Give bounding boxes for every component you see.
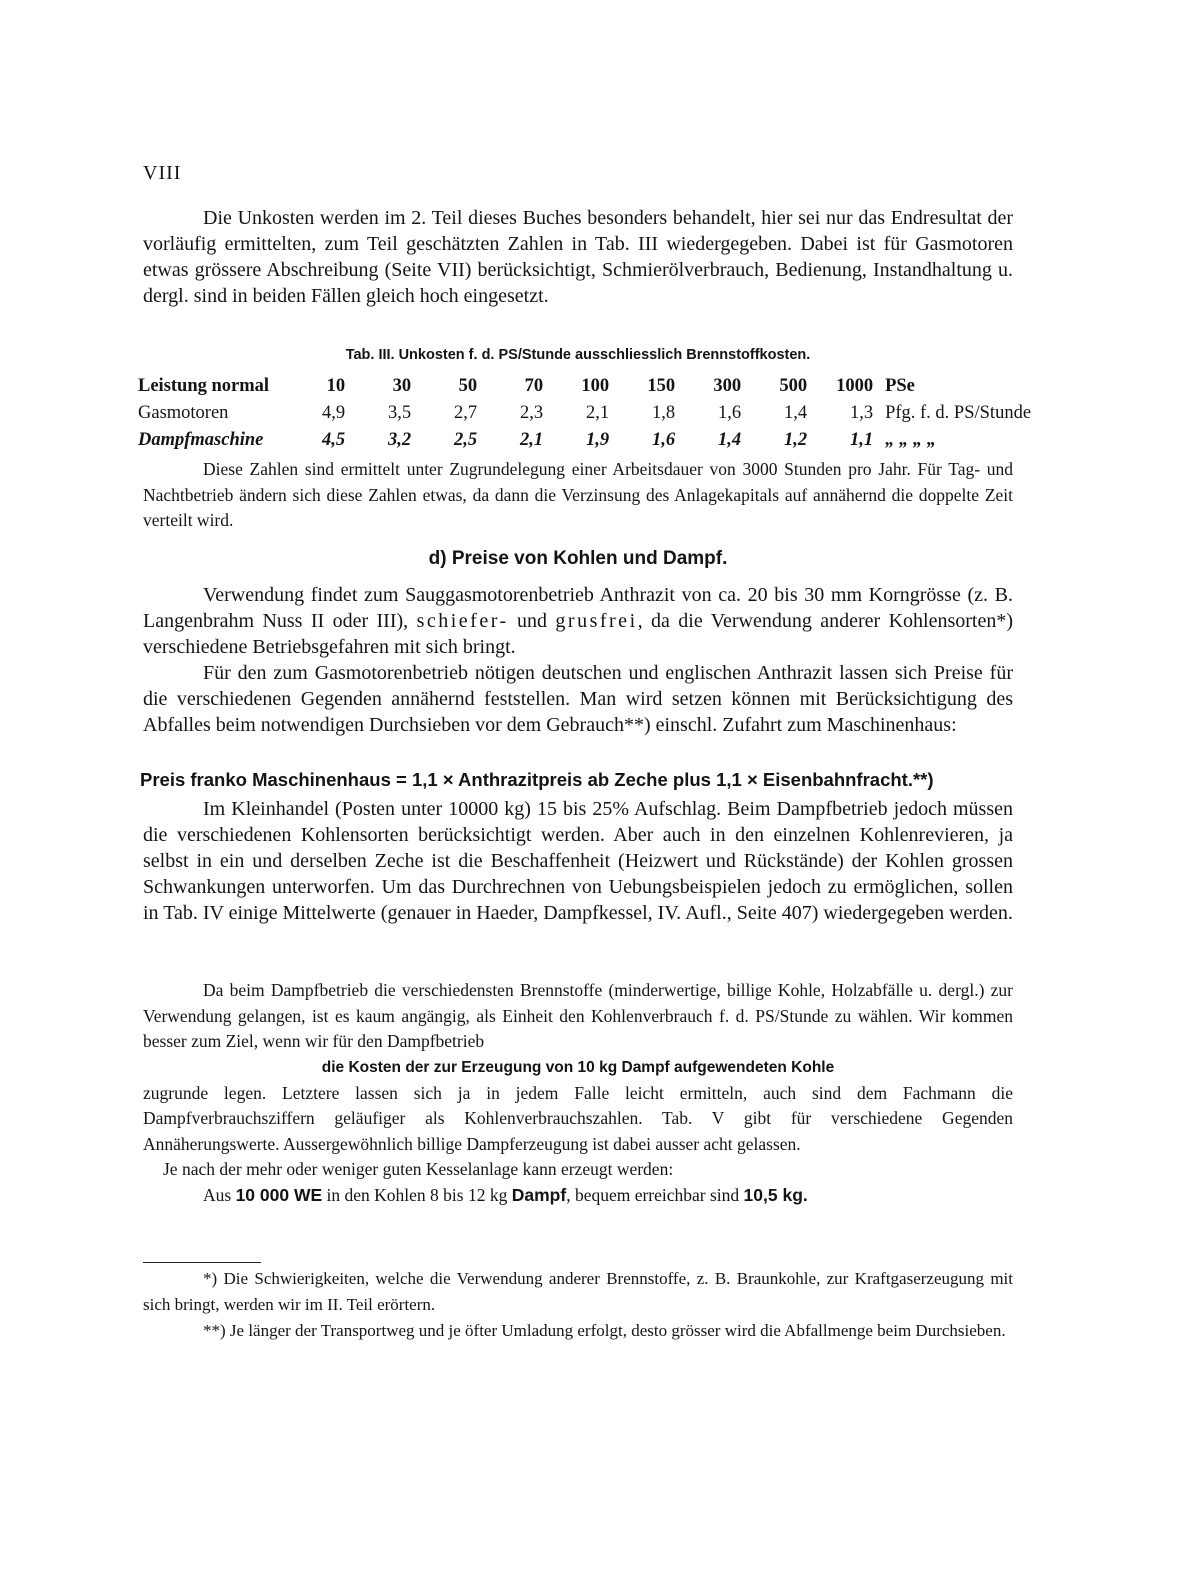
paragraph-4-continued: zugrunde legen. Letztere lassen sich ja in jedem Falle leicht ermitteln, auch sind dem Fachmann die Dampfverbrauchsziffern geläufiger als Kohlenverbrauchszahlen. Tab. V gibt für verschiedene Gegenden Annäherungswerte. Aussergewöhnlich billige Dampferzeugung ist dabei ausser acht gelassen. xyxy=(143,1082,1013,1154)
paragraph-6-mid: in den Kohlen 8 bis 12 kg xyxy=(322,1184,512,1205)
table-cell: 2,1 xyxy=(519,430,544,450)
paragraph-4-center: die Kosten der zur Erzeugung von 10 kg Dampf aufgewendeten Kohle xyxy=(321,1058,835,1076)
table-cell: 1,9 xyxy=(585,430,610,450)
table-cell: 100 xyxy=(581,376,610,396)
paragraph-1-before: Verwendung findet zum Sauggasmotorenbetrieb Anthrazit von ca. 20 bis 30 mm Korngrösse (z. B. Langenbrahm Nuss II oder III), xyxy=(143,584,1013,632)
paragraph-3: Im Kleinhandel (Posten unter 10000 kg) 15 bis 25% Aufschlag. Beim Dampfbetrieb jedoch müssen die verschiedenen Kohlensorten berücksichtigt werden. Aber auch in den einzelnen Kohlenrevieren, ja selbst in ein und derselben Zeche ist die Beschaffenheit (Heizwert und Rückstände) der Kohlen grossen Schwankungen unterworfen. Um das Durchrechnen von Uebungsbeispielen jedoch zu ermöglichen, sollen in Tab. IV einige Mittelwerte (genauer in Haeder, Dampfkessel, IV. Aufl., Seite 407) wiedergegeben werden. xyxy=(143,798,1013,924)
table-cell: 3,5 xyxy=(387,403,412,423)
table-cell: 50 xyxy=(458,376,478,396)
paragraph-6-bold-2: Dampf xyxy=(511,1184,567,1205)
table-cell: 3,2 xyxy=(387,430,412,450)
paragraph-4: Da beim Dampfbetrieb die verschiedensten Brennstoffe (minderwertige, billige Kohle, Holzabfälle u. dergl.) zur Verwendung gelangen, ist es kaum angängig, als Einheit den Kohlenverbrauch f. d. PS/Stunde zu wählen. Wir kommen besser zum Ziel, wenn wir für den Dampfbetrieb xyxy=(143,980,1013,1051)
table-cell: 1,8 xyxy=(651,403,676,423)
paragraph-6 xyxy=(143,1183,1013,1209)
table-cell: 2,3 xyxy=(519,403,544,423)
paragraph-6-bold-3: 10,5 kg. xyxy=(743,1184,808,1205)
paragraph-1-spaced-2: grusfrei xyxy=(555,610,638,632)
table-cell: 1,2 xyxy=(783,430,808,450)
table-cell: 2,5 xyxy=(453,430,478,450)
table-cell: 10 xyxy=(326,376,346,396)
table-cell: 150 xyxy=(647,376,676,396)
table-row-unit: „ „ „ „ xyxy=(885,430,936,450)
table-cell: 4,5 xyxy=(321,430,346,450)
footnotes xyxy=(143,1266,1013,1344)
intro-paragraph-block xyxy=(143,205,1013,309)
table-cell: 500 xyxy=(779,376,808,396)
table-row-unit: PSe xyxy=(885,376,915,396)
footnote-2: **) Je länger der Transportweg und je öfter Umladung erfolgt, desto grösser wird die Abfallmenge beim Durchsieben. xyxy=(203,1321,1006,1340)
paragraph-6-pre: Aus xyxy=(203,1184,236,1205)
section-heading: d) Preise von Kohlen und Dampf. xyxy=(428,548,728,569)
table-row xyxy=(138,427,1031,454)
table-cell: 1,6 xyxy=(717,403,742,423)
table-row-unit: Pfg. f. d. PS/Stunde xyxy=(885,403,1032,423)
table-cell: 1,4 xyxy=(783,403,808,423)
footnote-rule xyxy=(143,1262,261,1263)
table-cell: 2,1 xyxy=(585,403,610,423)
paragraph-2: Für den zum Gasmotorenbetrieb nötigen deutschen und englischen Anthrazit lassen sich Preise für die verschiedenen Gegenden annähernd feststellen. Man wird setzen können mit Berücksichtigung des Abfalles beim notwendigen Durchsieben vor dem Gebrauch**) einschl. Zufahrt zum Maschinenhaus: xyxy=(143,662,1013,736)
table-note-block xyxy=(143,457,1013,534)
table-cell: 30 xyxy=(392,376,412,396)
section-body-1 xyxy=(143,582,1013,738)
page-number: VIII xyxy=(143,162,182,184)
paragraph-5: Je nach der mehr oder weniger guten Kesselanlage kann erzeugt werden: xyxy=(163,1159,674,1179)
table-note: Diese Zahlen sind ermittelt unter Zugrundelegung einer Arbeitsdauer von 3000 Stunden pro Jahr. Für Tag- und Nachtbetrieb ändern sich diese Zahlen etwas, da dann die Verzinsung des Anlagekapitals auf annähernd die doppelte Zeit verteilt wird. xyxy=(143,459,1013,530)
section-body-3 xyxy=(143,978,1013,1208)
table-cell: 70 xyxy=(524,376,544,396)
table-caption: Tab. III. Unkosten f. d. PS/Stunde ausschliesslich Brennstoffkosten. xyxy=(345,347,811,363)
paragraph-1-after: , da die Verwendung anderer Kohlensorten*) verschiedene Betriebsgefahren mit sich bringt. xyxy=(143,610,1014,658)
price-formula: Preis franko Maschinenhaus = 1,1 × Anthrazitpreis ab Zeche plus 1,1 × Eisenbahnfracht.**) xyxy=(140,769,934,790)
table-row-label: Leistung normal xyxy=(138,376,270,396)
paragraph-1-middle: und xyxy=(508,610,556,632)
table-cell: 4,9 xyxy=(321,403,346,423)
table-cell: 300 xyxy=(713,376,742,396)
table-row xyxy=(138,373,1031,400)
section-body-2 xyxy=(143,796,1013,926)
paragraph-1 xyxy=(143,582,1013,660)
paragraph-1-spaced-1: schiefer- xyxy=(416,610,509,632)
table-cell: 2,7 xyxy=(453,403,478,423)
table-cell: 1,1 xyxy=(849,430,874,450)
cost-table xyxy=(138,373,1031,454)
paragraph-6-bold-1: 10 000 WE xyxy=(235,1184,323,1205)
table-cell: 1,4 xyxy=(717,430,742,450)
intro-paragraph: Die Unkosten werden im 2. Teil dieses Buches besonders behandelt, hier sei nur das Endresultat der vorläufig ermittelten, zum Teil geschätzten Zahlen in Tab. III wiedergegeben. Dabei ist für Gasmotoren etwas grössere Abschreibung (Seite VII) berücksichtigt, Schmierölverbrauch, Bedienung, Instandhaltung u. dergl. sind in beiden Fällen gleich hoch eingesetzt. xyxy=(143,207,1013,307)
table-cell: 1,3 xyxy=(849,403,874,423)
table-row-label: Gasmotoren xyxy=(138,403,229,423)
table-row-label: Dampfmaschine xyxy=(138,430,264,450)
table-cell: 1000 xyxy=(836,376,874,396)
table-cell: 1,6 xyxy=(651,430,676,450)
paragraph-6-mid-2: , bequem erreichbar sind xyxy=(566,1184,744,1205)
table-row xyxy=(138,400,1031,427)
footnote-1: *) Die Schwierigkeiten, welche die Verwendung anderer Brennstoffe, z. B. Braunkohle, zur Kraftgaserzeugung mit sich bringt, werden wir im II. Teil erörtern. xyxy=(143,1269,1013,1314)
